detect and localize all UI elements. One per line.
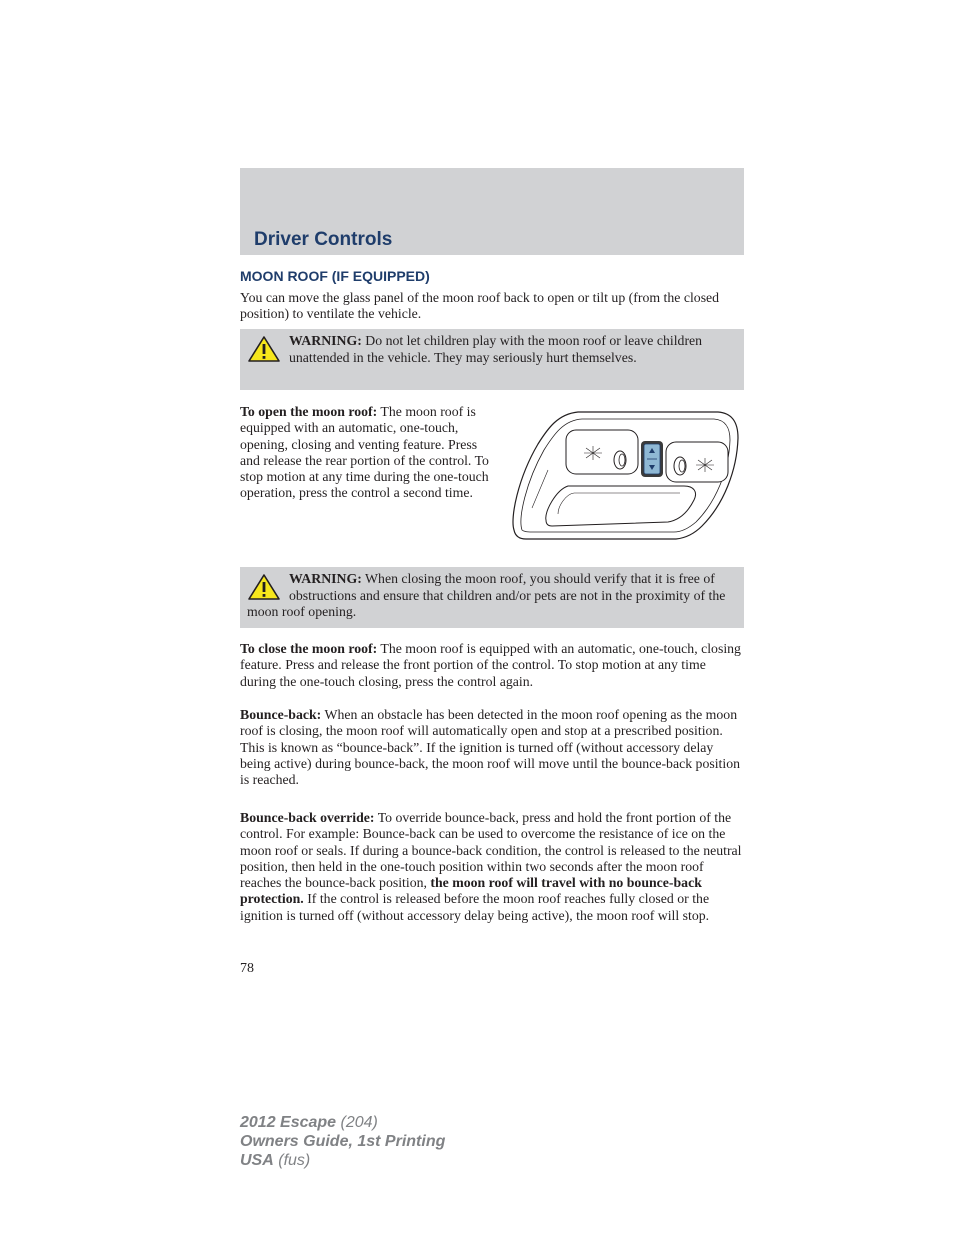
warning-box-obstructions <box>240 567 744 628</box>
warning-text: Do not let children play with the moon roof or leave children unattended in the vehicle. They may seriously hurt themselves. <box>289 333 703 365</box>
open-paragraph <box>240 404 498 502</box>
override-bold-text: the moon roof will travel with no bounce-back protection. <box>240 875 702 907</box>
warning-label: WARNING: <box>289 571 362 586</box>
warning-box-children <box>240 329 744 390</box>
open-text: The moon roof is equipped with an automatic, one-touch, opening, closing and venting feature. Press and release the rear portion of the control. To stop motion at any time during the one-touch operation, press the control a second time. <box>240 404 489 501</box>
footer-code: (204) <box>340 1114 378 1131</box>
close-paragraph <box>240 641 744 690</box>
footer-line-3 <box>240 1151 445 1170</box>
bounce-back-text: When an obstacle has been detected in the moon roof opening as the moon roof is closing, the moon roof will automatically open and stop at a prescribed position. This is known as “bounce-back”. If the ignition is turned off (without accessory delay being active) during bounce-back, the moon roof will move until the bounce-back position is reached. <box>240 707 741 788</box>
override-paragraph <box>240 810 744 924</box>
bounce-back-paragraph <box>240 707 744 788</box>
open-label: To open the moon roof: <box>240 404 378 419</box>
overhead-console-illustration <box>508 408 744 543</box>
override-text-b: If the control is released before the moon roof reaches fully closed or the ignition is turned off (without accessory delay being active), the moon roof will stop. <box>240 891 710 923</box>
override-text-a: To override bounce-back, press and hold the front portion of the control. For example: Bounce-back can be used to overcome the resistance of ice on the moon roof or seals. If during a bounce-back condition, the control is released to the neutral position, then held in the one-touch position within two seconds after the moon roof reaches the bounce-back position, <box>240 810 742 891</box>
override-label: Bounce-back override: <box>240 810 375 825</box>
warning-triangle-icon <box>247 335 281 363</box>
footer-printing: Owners Guide, 1st Printing <box>240 1133 446 1150</box>
section-heading: MOON ROOF (IF EQUIPPED) <box>240 268 430 284</box>
warning-text: When closing the moon roof, you should verify that it is free of obstructions and ensure that children and/or pets are not in the proximity of the moon roof opening. <box>247 571 726 619</box>
footer-line-2 <box>240 1132 445 1151</box>
bounce-back-label: Bounce-back: <box>240 707 322 722</box>
page-number: 78 <box>240 961 254 976</box>
close-label: To close the moon roof: <box>240 641 378 656</box>
close-text: The moon roof is equipped with an automatic, one-touch, closing feature. Press and release the front portion of the control. To stop motion at any time during the one-touch closing, press the control again. <box>240 641 741 689</box>
footer-market-code: (fus) <box>278 1152 311 1169</box>
chapter-title: Driver Controls <box>254 229 393 250</box>
footer-model: 2012 Escape <box>240 1114 337 1131</box>
footer-imprint <box>240 1113 445 1170</box>
footer-market: USA <box>240 1152 274 1169</box>
intro-paragraph: You can move the glass panel of the moon roof back to open or tilt up (from the closed position) to ventilate the vehicle. <box>240 290 720 322</box>
warning-label: WARNING: <box>289 333 362 348</box>
warning-triangle-icon <box>247 573 281 601</box>
chapter-header <box>240 168 744 255</box>
footer-line-1 <box>240 1113 445 1132</box>
